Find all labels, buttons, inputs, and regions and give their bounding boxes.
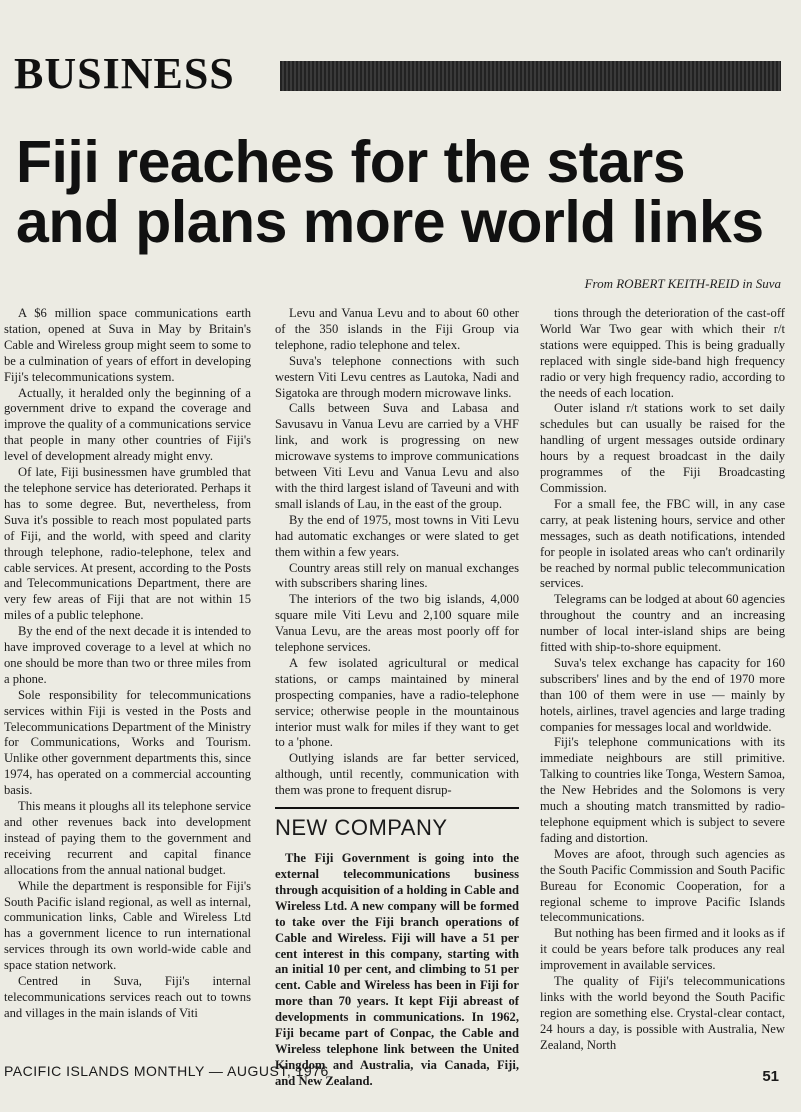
paragraph: The quality of Fiji's telecommunications links with the world beyond the South Pacific region are something else. Crystal-clear contact, 24 hours a day, is possible with Australia, New Zealand, North [540,974,785,1052]
article-column-2 [275,306,519,1090]
paragraph: By the end of the next decade it is intended to have improved coverage to a level at which no one should be more than two or three miles from a phone. [4,624,251,686]
paragraph: Outlying islands are far better serviced, although, until recently, communication with them was prone to frequent disrup- [275,751,519,798]
paragraph: Actually, it heralded only the beginning of a government drive to expand the coverage and improve the quality of a communications service that people in many other countries of Fiji's level of development already might envy. [4,385,251,464]
new-company-box-title: NEW COMPANY [275,807,519,841]
paragraph: A few isolated agricultural or medical stations, or camps maintained by mineral prospecting companies, have a radio-telephone service; otherwise people in the mountainous interior must walk for miles if they want to get to a 'phone. [275,655,519,750]
paragraph: Moves are afoot, through such agencies as the South Pacific Commission and South Pacific Bureau for Economic Cooperation, for a regional scheme to improve Pacific Islands telecommunications. [540,846,785,925]
paragraph: tions through the deterioration of the cast-off World War Two gear with which their r/t stations were equipped. This is being gradually replaced with single side-band high frequency radio or very high frequency radio, according to the needs of each location. [540,306,785,400]
paragraph: While the department is responsible for Fiji's South Pacific island regional, as well as internal, communication links, Cable and Wireless Ltd has a government licence to run international services through its own world-wide cable and space station network. [4,878,251,973]
paragraph: A $6 million space communications earth station, opened at Suva in May by Britain's Cable and Wireless group might seem to some to be a culmination of years of effort in developing Fiji's telecommunications system. [4,306,251,384]
column-2-body [275,306,519,799]
publication-footer: PACIFIC ISLANDS MONTHLY — AUGUST, 1976 [4,1063,329,1079]
section-title: BUSINESS [14,49,235,98]
paragraph: Sole responsibility for telecommunications services within Fiji is vested in the Posts and Telecommunications Department of the Ministry for Communications, Works and Tourism. Unlike other government departments this, since 1974, has operated on a commercial accounting basis. [4,687,251,798]
paragraph: Outer island r/t stations work to set daily schedules but can usually be raised for the handling of urgent messages outside ordinary hours by a request broadcast in the daily programmes of the Fiji Broadcasting Commission. [540,401,785,495]
page-number: 51 [762,1068,779,1085]
new-company-box-text: The Fiji Government is going into the external telecommunications business through acquisition of a holding in Cable and Wireless Ltd. A new company will be formed to take over the Fiji branch operations of Cable and Wireless. Fiji will have a 51 per cent interest in this company, starting with an initial 10 per cent, and climbing to 51 per cent. Cable and Wireless has been in Fiji for more than 70 years. It kept Fiji abreast of developments in communications. In 1962, Fiji became part of Conpac, the Cable and Wireless telephone link between the United Kingdom and Australia, via Canada, Fiji, and New Zealand. [275,851,519,1088]
paragraph: This means it ploughs all its telephone service and other revenues back into development instead of paying them to the government and receiving recurrent and capital finance allocations from the annual national budget. [4,799,251,877]
paragraph: Country areas still rely on manual exchanges with subscribers sharing lines. [275,560,519,591]
paragraph: Centred in Suva, Fiji's internal telecommunications services reach out to towns and villages in the main islands of Viti [4,974,251,1020]
paragraph: Suva's telephone connections with such western Viti Levu centres as Lautoka, Nadi and Sigatoka are through modern microwave links. [275,353,519,400]
paragraph: By the end of 1975, most towns in Viti Levu had automatic exchanges or were slated to get them within a few years. [275,512,519,559]
paragraph: But nothing has been firmed and it looks as if it could be years before talk produces any real improvement in available services. [540,926,785,973]
paragraph: The interiors of the two big islands, 4,000 square mile Viti Levu and 2,100 square mile Vanua Levu, are the areas most poorly off for telephone services. [275,592,519,655]
paragraph: For a small fee, the FBC will, in any case carry, at peak listening hours, service and other messages, such as death notifications, intended for people in isolated areas who can't ordinarily be reached by normal public telecommunication services. [540,496,785,591]
article-column-1 [4,306,251,1022]
paragraph: Suva's telex exchange has capacity for 160 subscribers' lines and by the end of 1970 more than 100 of them were in use — mainly by hotels, airlines, travel agencies and large trading companies for messages local and worldwide. [540,655,785,734]
article-column-3 [540,306,785,1054]
section-rule-bar [280,61,781,91]
paragraph: Of late, Fiji businessmen have grumbled that the telephone service has deteriorated. Perhaps it has to some degree. But, nevertheless, from Suva it's possible to reach most populated parts of Fiji, and the world, with speed and clarity through telephone, radio-telephone, telex and cable services. At present, according to the Posts and Telecommunications Department, there are very few areas of Fiji that are not within 15 miles of a public telephone. [4,465,251,623]
paragraph: Fiji's telephone communications with its immediate neighbours are still primitive. Talking to countries like Tonga, Western Samoa, the New Hebrides and the Solomons is very much a shouting match transmitted by radio-telephone equipment which is subject to severe fading and distortion. [540,735,785,845]
paragraph: Telegrams can be lodged at about 60 agencies throughout the country and an increasing number of local inter-island ships are being fitted with ship-to-shore equipment. [540,592,785,655]
article-headline: Fiji reaches for the stars and plans more world links [16,129,764,255]
paragraph: Levu and Vanua Levu and to about 60 other of the 350 islands in the Fiji Group via telephone, radio telephone and telex. [275,306,519,352]
paragraph: Calls between Suva and Labasa and Savusavu in Vanua Levu are carried by a VHF link, and work is progressing on new microwave systems to improve communications between Viti Levu and Vanua Levu and also with the third largest island of Taveuni and with small islands of Lau, in the east of the group. [275,401,519,511]
article-byline: From ROBERT KEITH-REID in Suva [584,276,781,291]
